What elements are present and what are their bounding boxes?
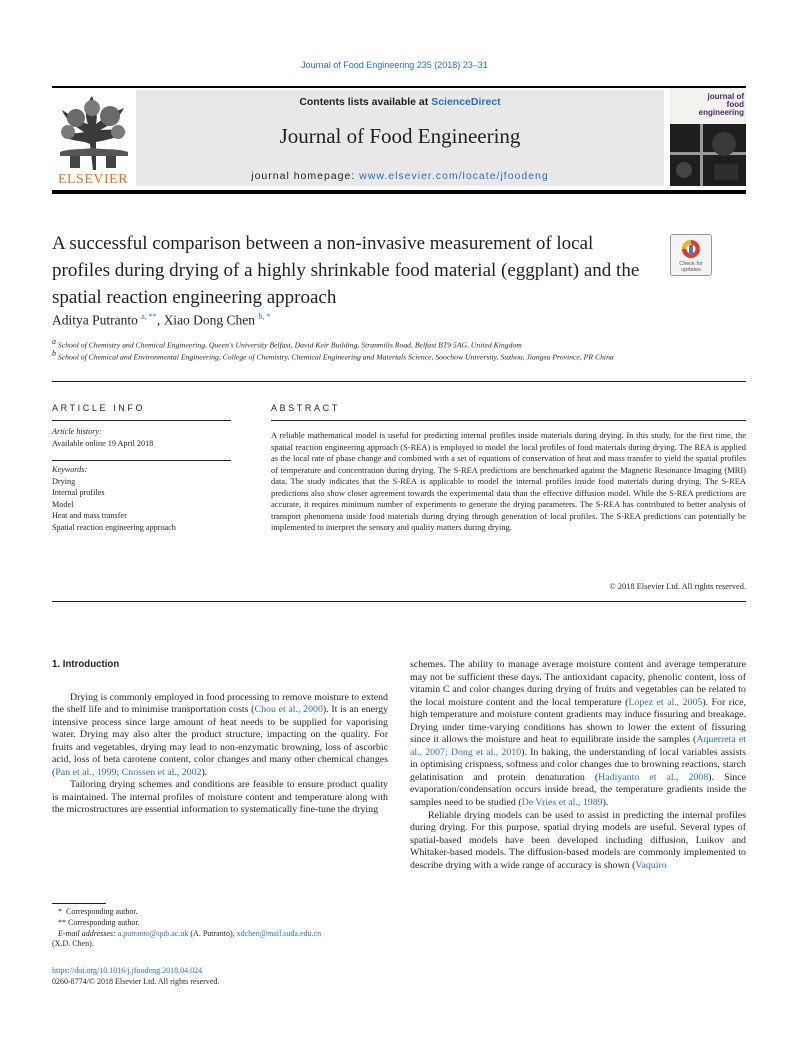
article-info-divider xyxy=(52,460,231,461)
journal-citation[interactable]: Journal of Food Engineering 235 (2018) 23–31 xyxy=(301,60,488,70)
keywords-label: Keywords: xyxy=(52,465,88,474)
journal-name: Journal of Food Engineering xyxy=(279,124,521,148)
paragraph-text: ). xyxy=(201,766,208,778)
email-link-putranto[interactable]: a.putranto@qub.ac.uk xyxy=(117,928,189,938)
citation-link[interactable]: Lopez et al., 2005 xyxy=(628,696,703,708)
article-history-value: Available online 19 April 2018 xyxy=(52,439,154,448)
cover-image xyxy=(670,124,746,186)
article-info-heading: ARTICLE INFO xyxy=(52,403,146,413)
issn-copyright: 0260-8774/© 2018 Elsevier Ltd. All rights reserved. xyxy=(52,977,220,986)
journal-cover-thumbnail xyxy=(670,88,746,186)
body-paragraph: Tailoring drying schemes and conditions are feasible to ensure product quality is maintained. The internal profiles of moisture content and temperature along with the microstructures are essential information to systematically fine-tune the drying xyxy=(52,779,388,816)
paragraph-text: ). Since evaporation/condensation occurs inside bread, the temperature gradients inside the samples need to be studied ( xyxy=(410,771,747,809)
header-bottom-rule xyxy=(52,190,746,194)
header-top-rule xyxy=(52,86,746,88)
footnote-corresponding-2 xyxy=(58,918,388,929)
author-name: Aditya Putranto xyxy=(52,312,138,328)
keyword: Internal profiles xyxy=(52,488,105,498)
publisher-name: ELSEVIER xyxy=(57,172,129,187)
contents-prefix: Contents lists available at xyxy=(299,96,432,108)
keywords-block xyxy=(52,464,231,534)
abstract-text: A reliable mathematical model is useful for predicting internal profiles inside materials during drying. In this study, for the first time, the spatial reaction engineering approach (S-REA) is employed to model the local profiles of food materials during drying. The REA is applied as the local rate of phase change and combined with a set of equations of conservation of heat and mass transfer to yield the spatial profiles of temperature and concentration during drying. The S-REA predictions are benchmarked against the Magnetic Resonance Imaging (MRI) data. The study indicates that the S-REA is applicable to model the internal profiles inside food materials during drying. The S-REA predictions also show closer agreement towards the experimental data than the effective diffusion model. While the S-REA predictions are accurate, it requires minimum number of experiments to generate the drying parameters. The S-REA has contributed to better analysis of transport phenomena inside food materials during drying through generation of local profiles. The S-REA predictions can potentially be implemented to interpret the sensory and quality matters during drying. xyxy=(271,430,746,532)
affiliation-text: School of Chemistry and Chemical Engineering, Queen's University Belfast, David Keir Building, Stranmilis Road, Belfast BT9 5AG, United Kingdom xyxy=(57,340,522,350)
abstract-copyright: © 2018 Elsevier Ltd. All rights reserved. xyxy=(609,582,746,591)
footnote-mark: ** xyxy=(58,917,66,927)
article-info-rule xyxy=(52,420,231,421)
section-heading-introduction: 1. Introduction xyxy=(52,659,120,670)
article-history-label: Article history: xyxy=(52,427,102,436)
check-for-updates-label xyxy=(671,261,711,273)
author-list: Aditya Putranto $^{a, **}$, Xiao Dong Chen $^{b, *}$ xyxy=(52,312,271,328)
check-for-updates-badge[interactable] xyxy=(670,234,712,276)
homepage-prefix: journal homepage: xyxy=(251,170,360,182)
keyword: Model xyxy=(52,499,74,509)
affiliation-b xyxy=(52,347,746,364)
footnote-email-owner: (X.D. Chen). xyxy=(52,939,94,949)
paragraph-text: Reliable drying models can be used to assist in predicting the internal profiles during drying. For this purpose, spatial drying models are useful. Several types of spatial-based models have been developed including diffusion, Luikov and Whitaker-based models. The diffusion-based models are commonly implemented to describe drying with a wide range of accuracy is shown ( xyxy=(410,809,746,871)
abstract-rule xyxy=(271,420,746,421)
body-paragraph xyxy=(410,659,746,810)
doi-block xyxy=(52,965,382,987)
body-column-right xyxy=(410,659,746,872)
article-title: A successful comparison between a non-invasive measurement of local profiles during drying of a highly shrinkable food material (eggplant) and the spatial reaction engineering approach xyxy=(52,233,640,308)
paragraph-text: ). It is an energy intensive process since large amount of heat needs to be supplied for vaporising water. Drying may also alter the product structure, impacting on the quality. For fruits and vegetables, drying may lead to non-enzymatic browning, loss of ascorbic acid, loss of beta carotene content, color changes and many other chemical changes ( xyxy=(52,704,389,778)
paragraph-text: ). For rice, high temperature and moisture content gradients may induce fissuring and breakage. Drying under time-varying conditions has shown to lower the extent of fissuring since it allows the moisture and heat to equilibrate inside the samples ( xyxy=(410,696,746,746)
keyword: Drying xyxy=(52,476,76,486)
title-block-rule xyxy=(52,381,746,382)
check-for-updates-icon xyxy=(671,235,711,261)
paragraph-text: ). xyxy=(602,797,609,809)
cover-title-line-1: journal of xyxy=(707,92,744,101)
citation-link[interactable]: Chou et al., 2000 xyxy=(254,704,323,716)
affiliation-text: School of Chemical and Environmental Engineering, College of Chemistry, Chemical Engineering and Materials Science, Soochow University, Suzhou, Jiangsu Province, PR China xyxy=(57,352,614,362)
sciencedirect-link[interactable]: ScienceDirect xyxy=(431,96,501,108)
email-owner: (A. Putranto), xyxy=(188,928,237,938)
doi-link[interactable]: https://doi.org/10.1016/j.jfoodeng.2018.04.024 xyxy=(52,966,203,975)
paragraph-text: ). In baking, the understanding of local variables assists in optimising crispness, softness and color changes due to browning reactions, starch gelatinisation and protein denaturation ( xyxy=(410,746,746,783)
homepage-link[interactable]: www.elsevier.com/locate/jfoodeng xyxy=(359,170,549,182)
paragraph-text: schemes. The ability to manage average moisture content and average temperature may not be sufficient these days. The antioxidant capacity, phenolic content, loss of vitamin C and color changes during drying of fruits and vegetables can be related to the local moisture content and the local temperature ( xyxy=(410,659,746,708)
author-name: Xiao Dong Chen xyxy=(163,312,256,328)
cover-title-line-2: food engineering xyxy=(698,100,744,117)
email-label: E-mail addresses: xyxy=(58,928,116,938)
affiliation-mark: b xyxy=(52,349,56,358)
citation-link[interactable]: Hadiyanto et al., 2008 xyxy=(598,771,709,783)
citation-link[interactable]: Vaquiro xyxy=(635,859,667,871)
footnote-corresponding-1 xyxy=(58,907,388,918)
body-paragraph xyxy=(52,692,388,780)
homepage-line xyxy=(136,170,664,182)
email-link-chen[interactable]: xdchen@mail.suda.edu.cn xyxy=(236,928,322,938)
footnote-rule xyxy=(52,903,106,904)
footnote-text: Corresponding author. xyxy=(68,917,140,927)
author-affiliation-mark[interactable]: a, ** xyxy=(141,312,157,321)
citation-link[interactable]: Aquerreta et al., 2007; Dong et al., 2010 xyxy=(410,734,746,758)
keyword: Heat and mass transfer xyxy=(52,511,127,521)
keyword: Spatial reaction engineering approach xyxy=(52,522,176,532)
footnote-mark: * xyxy=(58,907,62,916)
citation-link[interactable]: De Vries et al., 1989 xyxy=(521,797,603,809)
cover-title xyxy=(684,93,744,117)
paragraph-text: Drying is commonly employed in food processing to remove moisture to extend the shelf life and to minimise transportation costs ( xyxy=(52,691,388,716)
abstract-bottom-rule xyxy=(52,601,746,602)
affiliation-mark: a xyxy=(52,337,56,346)
contents-line xyxy=(136,96,664,108)
check-label-line-2: updates xyxy=(681,267,701,273)
body-paragraph xyxy=(410,810,746,873)
footnote-emails xyxy=(58,929,388,940)
footnote-text: Corresponding author. xyxy=(66,907,138,916)
author-affiliation-mark[interactable]: b, * xyxy=(258,312,271,321)
footnotes xyxy=(52,907,388,950)
body-column-left xyxy=(52,659,388,817)
check-label-line-1: Check for xyxy=(679,261,703,267)
citation-link[interactable]: Pan et al., 1999; Cnossen et al., 2002 xyxy=(55,766,202,778)
article-history xyxy=(52,426,231,450)
abstract-heading: ABSTRACT xyxy=(271,403,340,413)
